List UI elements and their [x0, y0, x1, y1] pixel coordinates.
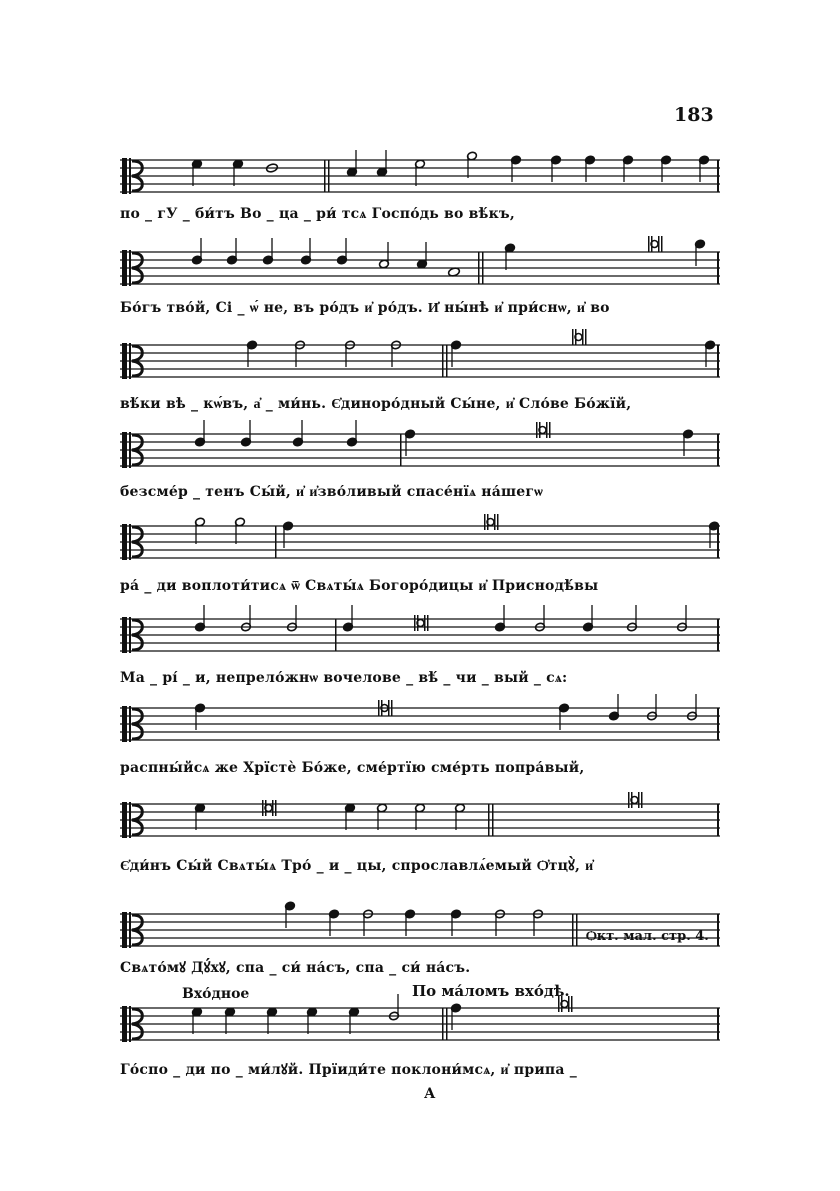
barline	[324, 160, 326, 192]
heading-center: По ма́ломъ вхо́дѣ.	[412, 982, 570, 1000]
heading-left: Вхо́дное	[182, 986, 250, 1002]
breve-note	[484, 514, 499, 530]
page-signature: А	[424, 1086, 436, 1102]
lyric-line: ра́ _ ди воплоти́тисѧ ѿ Свѧты́ѧ Богоро́дицы и҆ Приснодѣ́вы	[120, 578, 599, 594]
staff-system	[120, 802, 720, 842]
barline	[442, 1008, 444, 1040]
barline	[442, 345, 444, 377]
lyric-line: Ма _ рі́ _ и, непрело́жнѡ вочелове _ вѣ́ _ чи _ вый _ сѧ:	[120, 670, 568, 686]
lyric-line: вѣ́ки вѣ _ кѡ́въ, а҆ _ ми́нь. Є҆диноро́дный Сы́не, и҆ Сло́ве Бо́жїй,	[120, 396, 632, 412]
staff-system	[120, 1006, 720, 1046]
lyric-line: Го́спо _ ди по _ ми́лꙋй. Прїиди́те поклони́мсѧ, и҆ припа _	[120, 1062, 577, 1078]
barline	[717, 914, 719, 946]
barline	[717, 434, 719, 466]
breve-note	[262, 800, 277, 816]
breve-note	[572, 329, 587, 345]
lyric-line: безсме́р _ тенъ Сы́й, и҆ и҆зво́ливый спасе́нїѧ на́шегѡ	[120, 484, 543, 500]
barline	[275, 526, 277, 558]
staff-system	[120, 158, 720, 198]
barline	[446, 1008, 448, 1040]
staff	[120, 158, 720, 198]
staff-system	[120, 617, 720, 657]
staff	[120, 432, 720, 472]
staff-system	[120, 432, 720, 472]
barline	[717, 160, 719, 192]
breve-note	[648, 236, 663, 252]
barline	[492, 804, 494, 836]
staff	[120, 524, 720, 564]
barline	[717, 252, 719, 284]
staff	[120, 802, 720, 842]
lyric-line: Свѧто́мꙋ Дꙋ́хꙋ, спа _ си́ на́съ, спа _ си́ на́съ.	[120, 960, 471, 976]
barline	[446, 345, 448, 377]
lyric-line: распны́йсѧ же Хрїстѐ Бо́же, сме́ртїю сме́рть попра́вый,	[120, 760, 585, 776]
barline	[488, 804, 490, 836]
barline	[572, 914, 574, 946]
barline	[717, 345, 719, 377]
barline	[717, 804, 719, 836]
barline	[478, 252, 480, 284]
barline	[717, 708, 719, 740]
barline	[335, 619, 337, 651]
staff-system	[120, 343, 720, 383]
staff	[120, 706, 720, 746]
barline	[400, 434, 402, 466]
staff	[120, 1006, 720, 1046]
lyric-line: Є҆ди́нъ Сы́й Свѧты́ѧ Тро́ _ и _ цы, спрославлѧ́емый Ѻ҆тцꙋ̀, и҆	[120, 858, 594, 874]
barline	[482, 252, 484, 284]
staff	[120, 343, 720, 383]
breve-note	[628, 792, 643, 808]
staff-system	[120, 524, 720, 564]
barline	[717, 619, 719, 651]
staff-system	[120, 250, 720, 290]
side-note: Ѻкт. мал. стр. 4.	[586, 929, 709, 944]
barline	[328, 160, 330, 192]
breve-note	[414, 615, 429, 631]
barline	[576, 914, 578, 946]
staff	[120, 250, 720, 290]
barline	[717, 1008, 719, 1040]
barline	[717, 526, 719, 558]
lyric-line: Бо́гъ тво́й, Сі _ ѡ́ не, въ ро́дъ и҆ ро́дъ. И҆ ны́нѣ и҆ при́снѡ, и҆ во	[120, 300, 610, 316]
staff-system	[120, 706, 720, 746]
page-number: 183	[674, 104, 714, 126]
lyric-line: по _ гУ _ би́тъ Во _ ца _ ри́ тсѧ Госпо́дь во вѣ́къ,	[120, 206, 515, 222]
breve-note	[536, 422, 551, 438]
staff	[120, 617, 720, 657]
